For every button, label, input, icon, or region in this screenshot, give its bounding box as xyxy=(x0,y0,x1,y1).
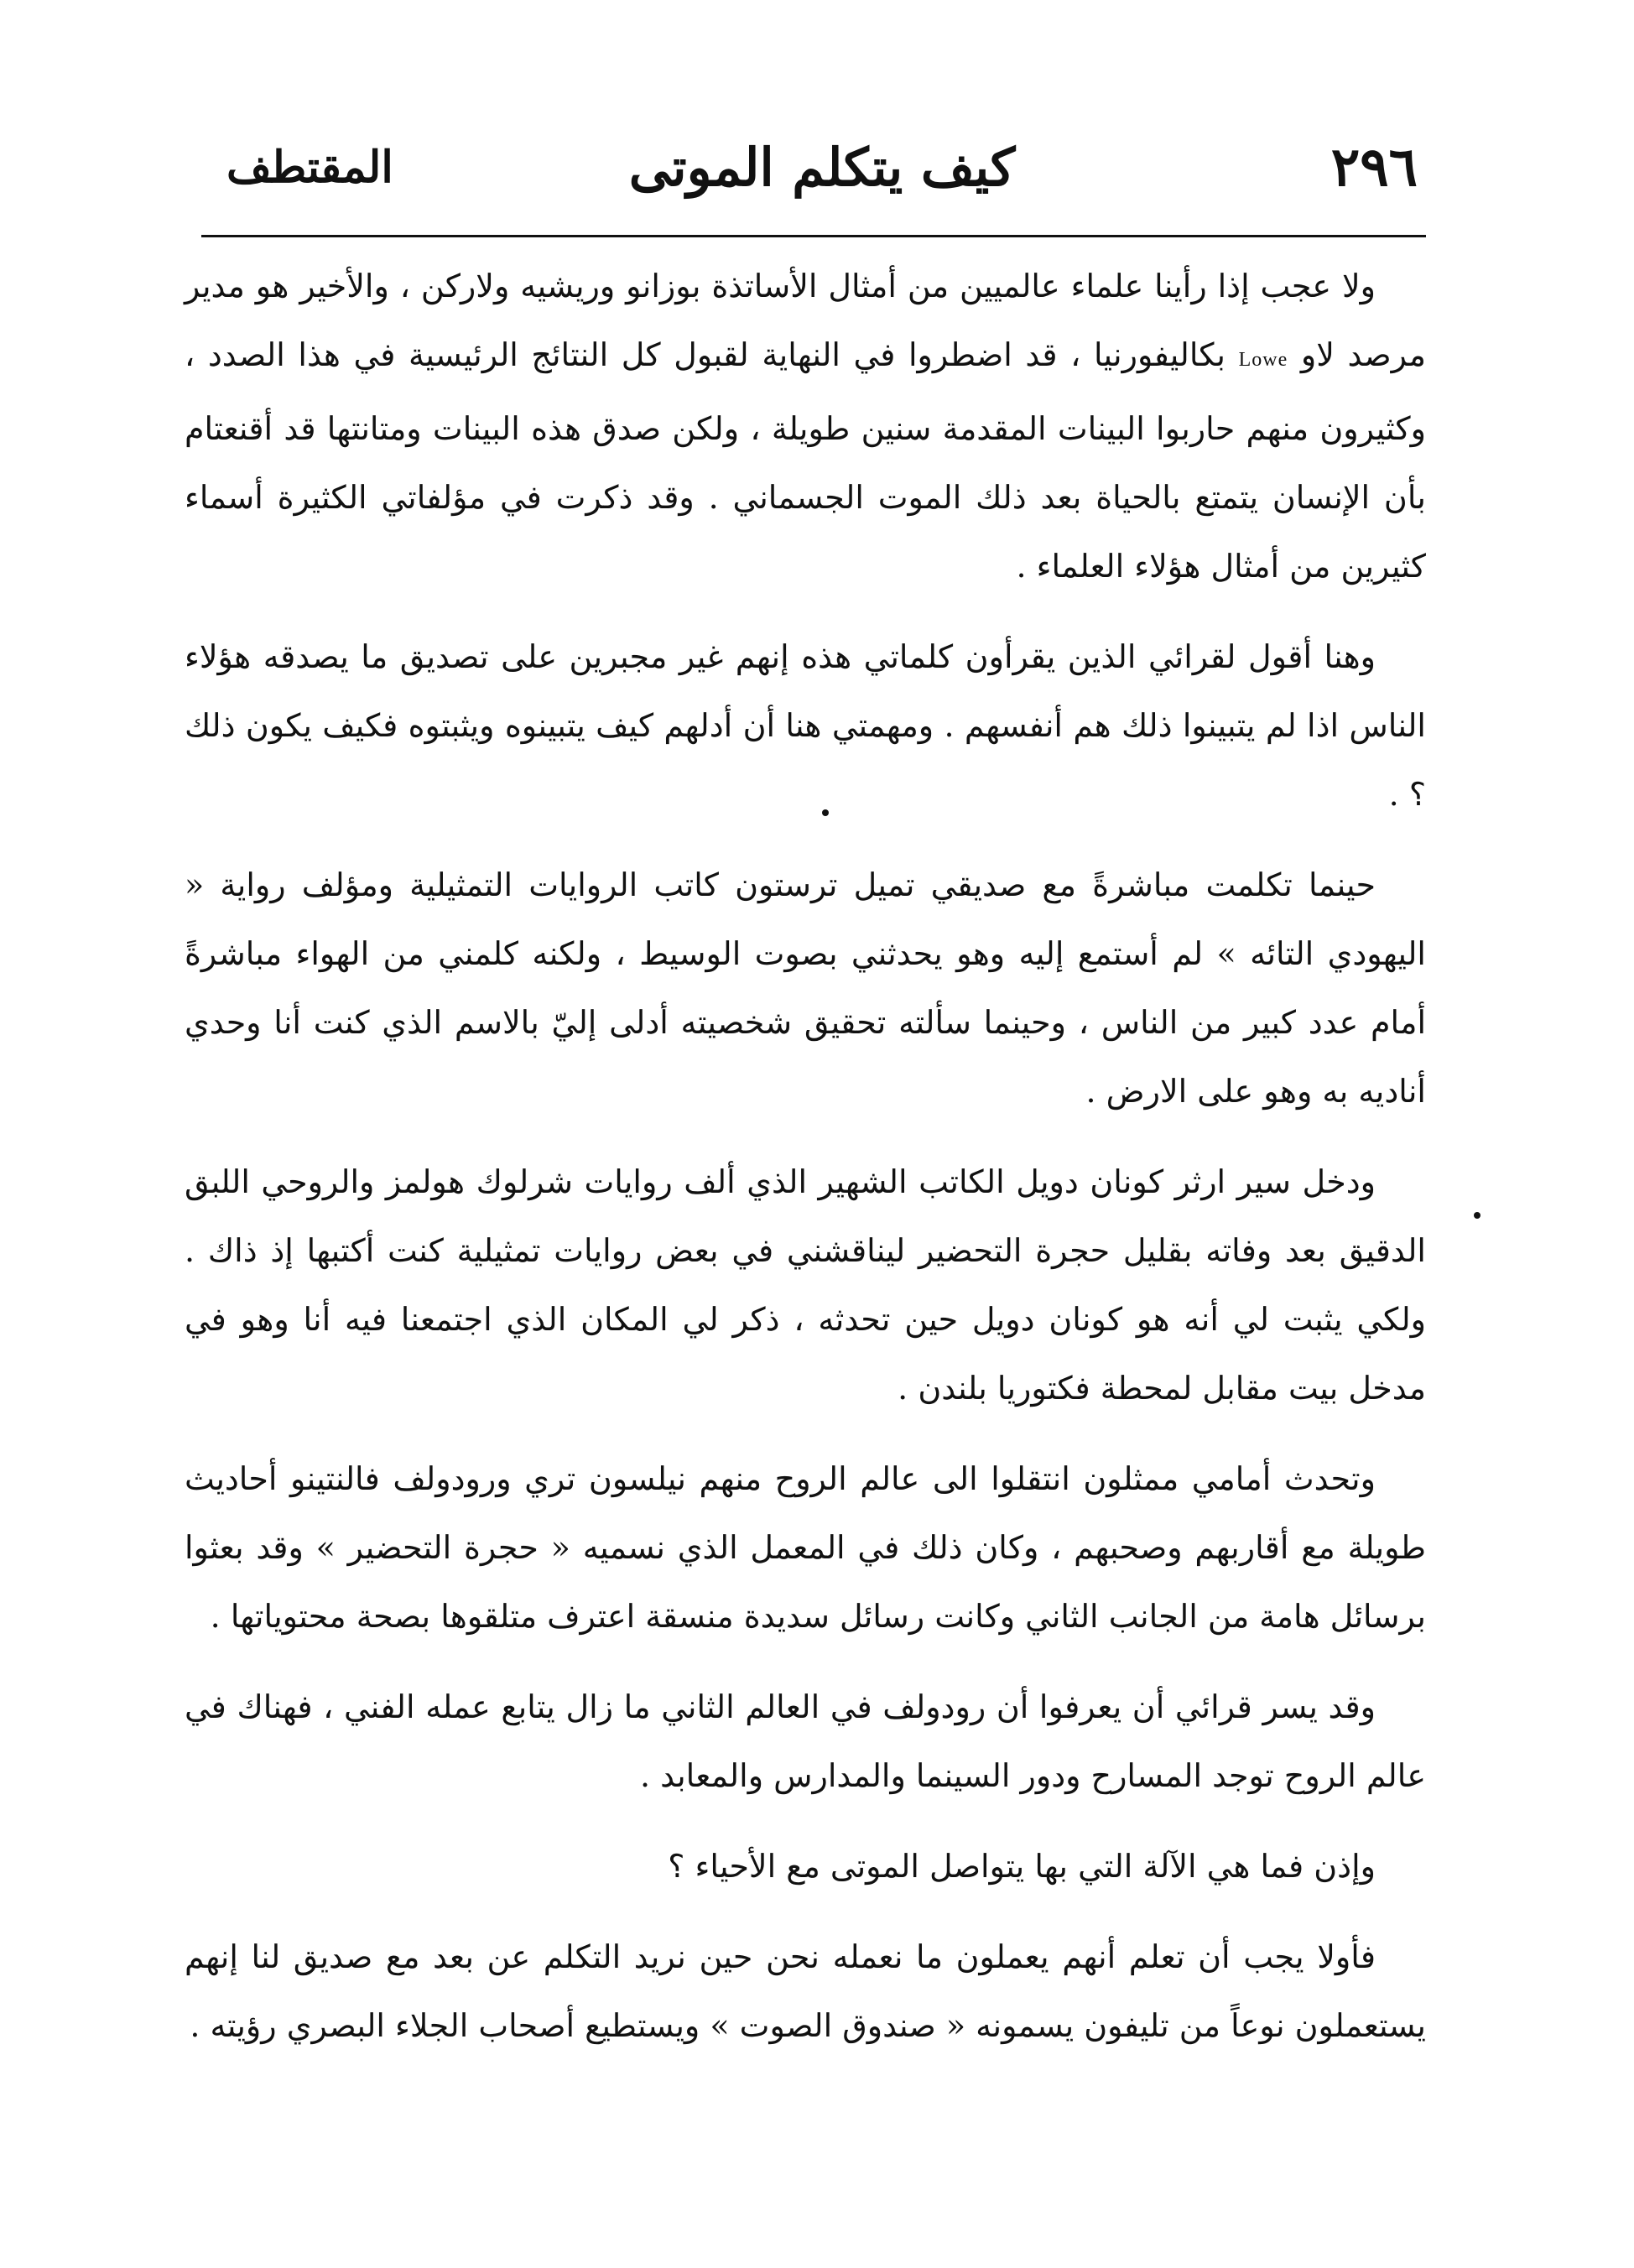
paragraph-1 xyxy=(185,252,1426,601)
paragraph-1-text-end: بكاليفورنيا ، قد اضطروا في النهاية لقبول كل النتائج الرئيسية في هذا الصدد ، وكثيرون منهم حاربوا البينات المقدمة سنين طويلة ، ولكن صدق هذه البينات ومتانتها قد أقنعتام بأن الإنسان يتمتع بالحياة بعد ذلك الموت الجسماني . وقد ذكرت في مؤلفاتي الكثيرة أسماء كثيرين من أمثال هؤلاء العلماء . xyxy=(185,336,1426,585)
page-header xyxy=(226,126,1418,210)
header-rule xyxy=(201,235,1426,237)
print-speck xyxy=(1474,1212,1480,1219)
paragraph-3: حينما تكلمت مباشرةً مع صديقي تميل ترستون كاتب الروايات التمثيلية ومؤلف رواية « اليهودي التائه » لم أستمع إليه وهو يحدثني بصوت الوسيط ، ولكنه كلمني من الهواء مباشرةً أمام عدد كبير من الناس ، وحينما سألته تحقيق شخصيته أدلى إليّ بالاسم الذي كنت أنا وحدي أناديه به وهو على الارض . xyxy=(185,866,1426,1110)
latin-name-lowe: Lowe xyxy=(1238,349,1288,371)
paragraph-5: وتحدث أمامي ممثلون انتقلوا الى عالم الروح منهم نيلسون تري ورودولف فالنتينو أحاديث طويلة مع أقاربهم وصحبهم ، وكان ذلك في المعمل الذي نسميه « حجرة التحضير » وقد بعثوا برسائل هامة من الجانب الثاني وكانت رسائل سديدة منسقة اعترف متلقوها بصحة محتوياتها . xyxy=(185,1460,1426,1635)
article-body xyxy=(185,252,1426,2082)
print-speck xyxy=(822,809,829,816)
paragraph-4: ودخل سير ارثر كونان دويل الكاتب الشهير الذي ألف روايات شرلوك هولمز والروحي اللبق الدقيق بعد وفاته بقليل حجرة التحضير ليناقشني في بعض روايات تمثيلية كنت أكتبها إذ ذاك . ولكي يثبت لي أنه هو كونان دويل حين تحدثه ، ذكر لي المكان الذي اجتمعنا فيه أنا وهو في مدخل بيت مقابل لمحطة فكتوريا بلندن . xyxy=(185,1163,1426,1407)
article-title: كيف يتكلم الموتى xyxy=(628,137,1016,198)
journal-name: المقتطف xyxy=(226,142,393,193)
page-number: ٢٩٦ xyxy=(1330,136,1418,199)
paragraph-2: وهنا أقول لقرائي الذين يقرأون كلماتي هذه إنهم غير مجبرين على تصديق ما يصدقه هؤلاء الناس اذا لم يتبينوا ذلك هم أنفسهم . ومهمتي هنا أن أدلهم كيف يتبينوه ويثبتوه فكيف يكون ذلك ؟ . xyxy=(185,638,1426,813)
paragraph-1-text-start: ولا عجب إذا رأينا علماء عالميين من أمثال الأساتذة بوزانو وريشيه ولاركن ، والأخير هو مدير مرصد لاو xyxy=(185,268,1426,373)
paragraph-6: وقد يسر قرائي أن يعرفوا أن رودولف في العالم الثاني ما زال يتابع عمله الفني ، فهناك في عالم الروح توجد المسارح ودور السينما والمدارس والمعابد . xyxy=(185,1688,1426,1794)
paragraph-8: فأولا يجب أن تعلم أنهم يعملون ما نعمله نحن حين نريد التكلم عن بعد مع صديق لنا إنهم يستعملون نوعاً من تليفون يسمونه « صندوق الصوت » ويستطيع أصحاب الجلاء البصري رؤيته . xyxy=(185,1938,1426,2044)
paragraph-7: وإذن فما هي الآلة التي بها يتواصل الموتى مع الأحياء ؟ xyxy=(668,1848,1376,1885)
